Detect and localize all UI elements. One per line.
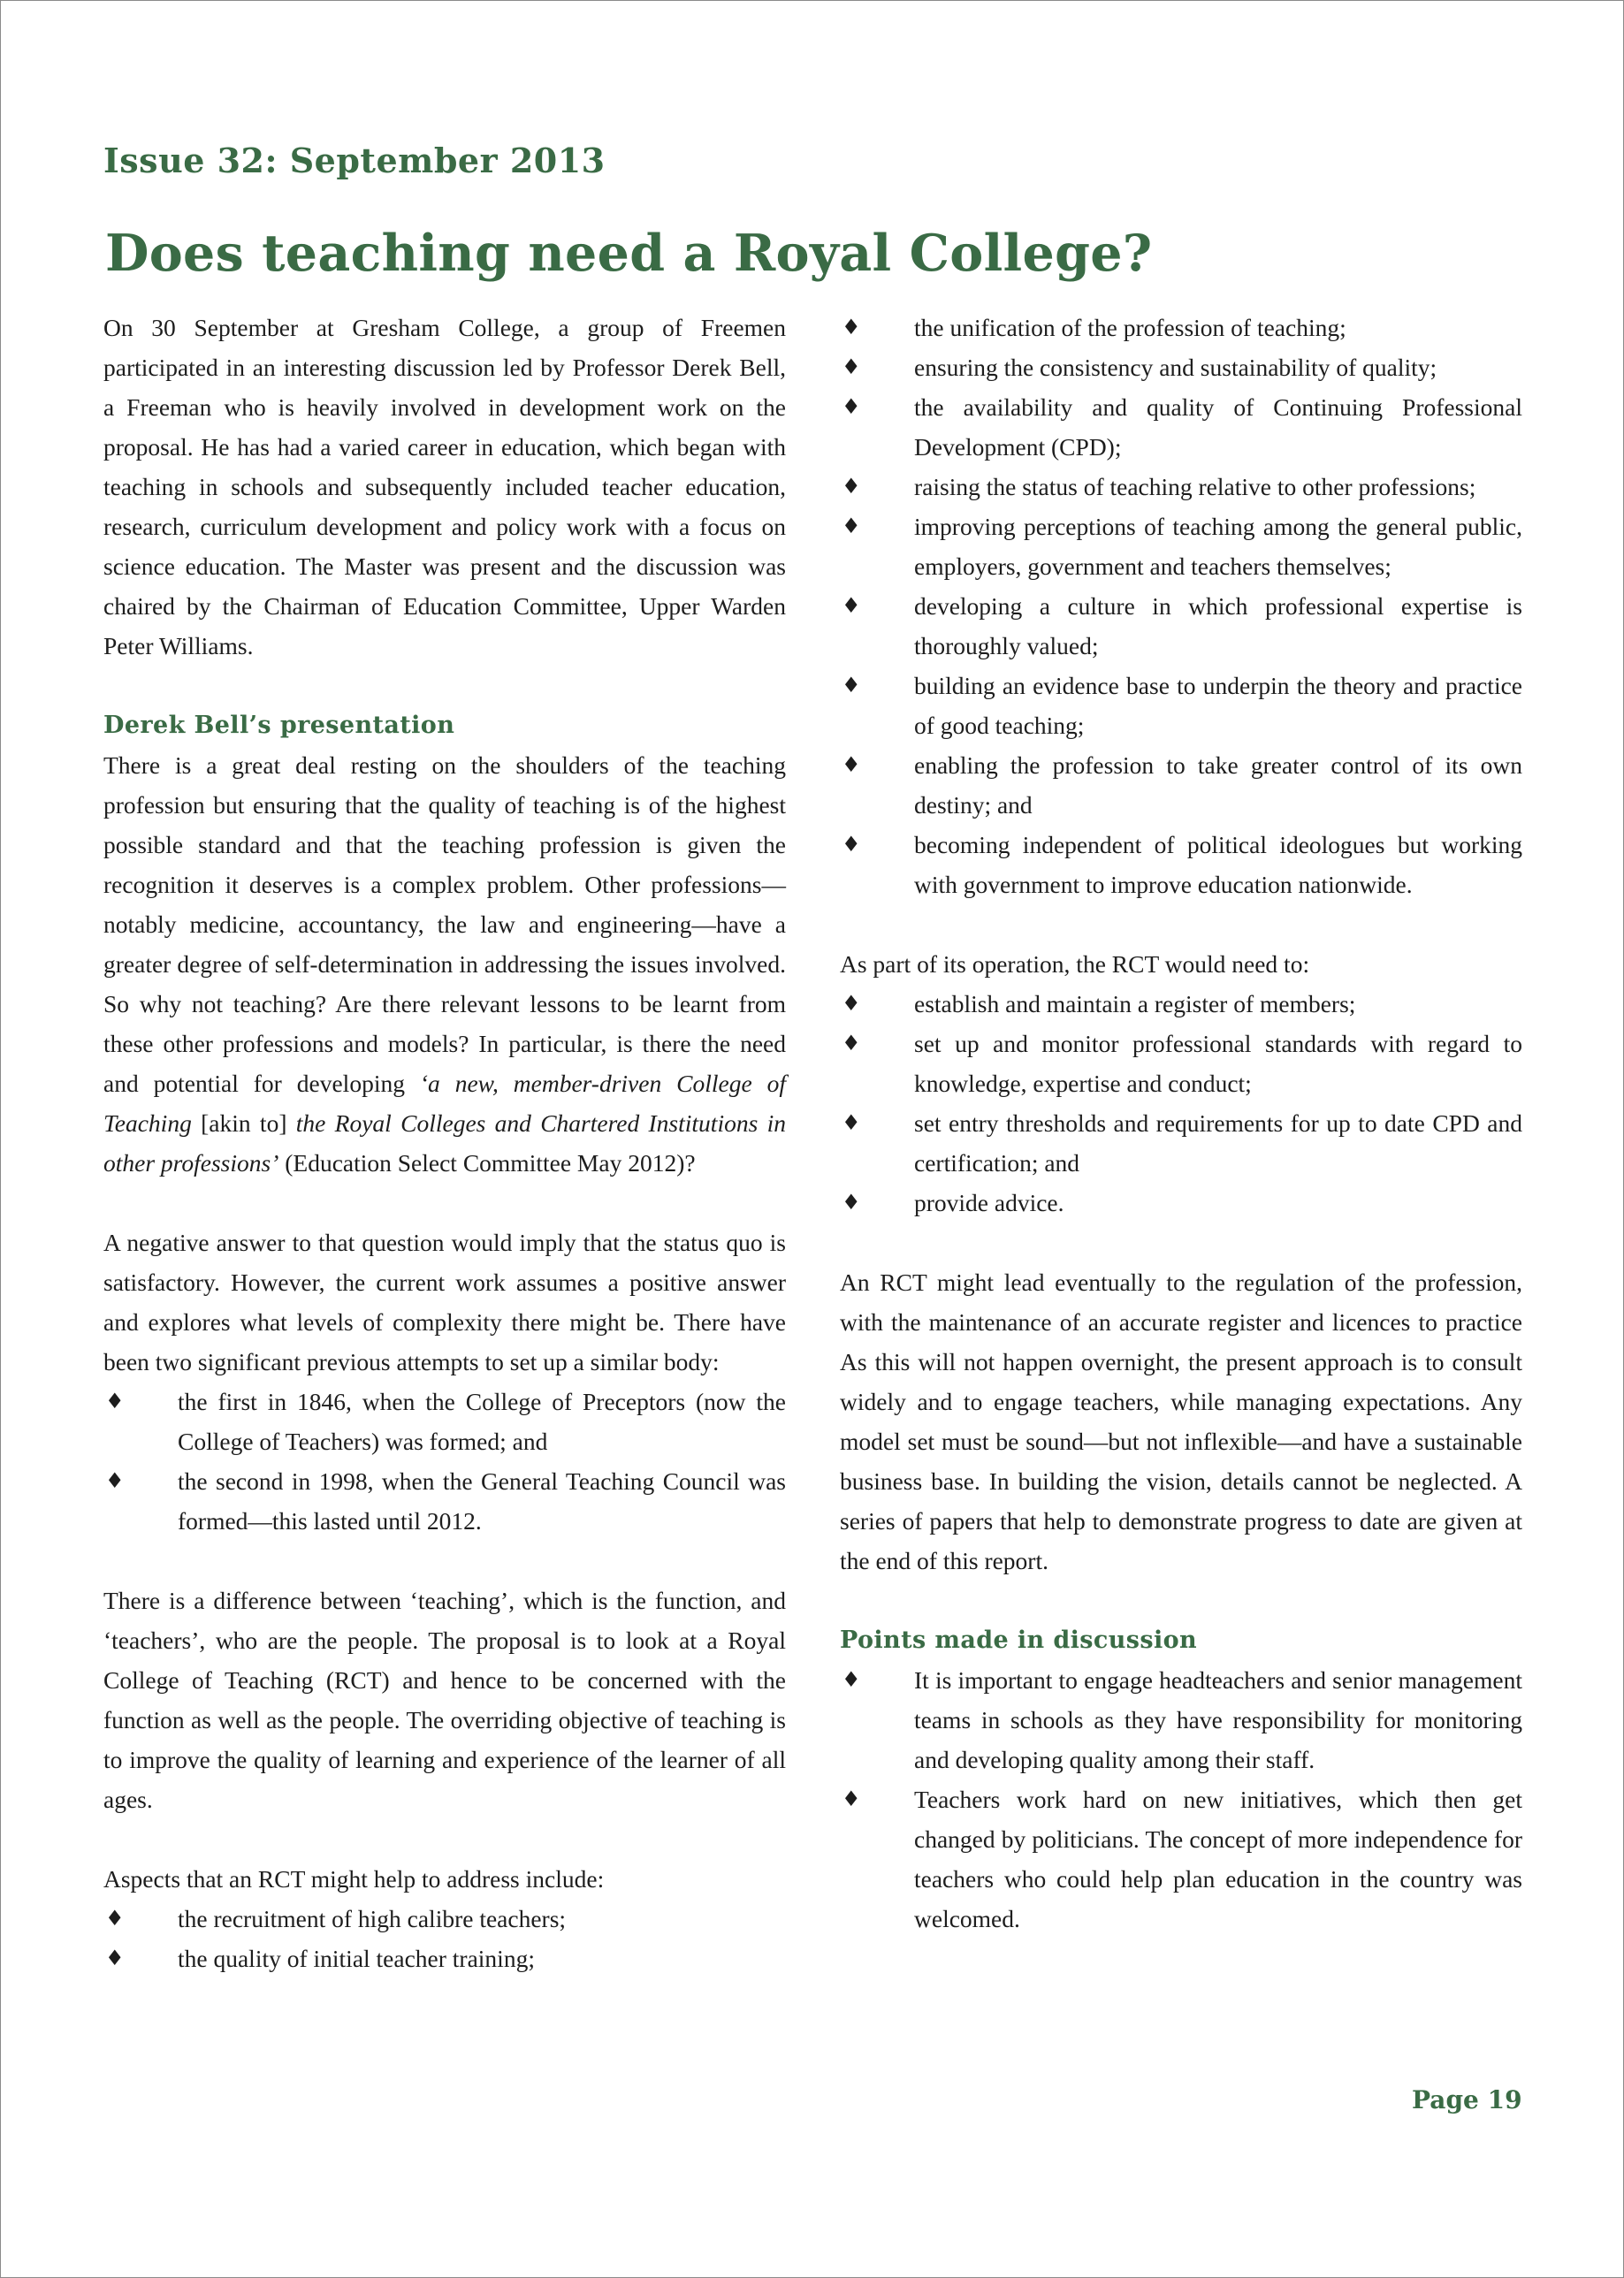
list-item: ♦ the second in 1998, when the General Teaching Council was formed—this lasted until 2012. (103, 1461, 786, 1541)
diamond-bullet-icon: ♦ (105, 1468, 125, 1493)
diamond-bullet-icon: ♦ (842, 752, 861, 777)
list-item: ♦ set up and monitor professional standards with regard to knowledge, expertise and conduct; (840, 1024, 1522, 1103)
intro-paragraph: On 30 September at Gresham College, a group of Freemen participated in an interesting discussion led by Professor Derek Bell, a Freeman who is heavily involved in development work on the proposal. He has had a varied career in education, which began with teaching in schools and subsequently included teacher education, research, curriculum development and policy work with a focus on science education. The Master was present and the discussion was chaired by the Chairman of Education Committee, Upper Warden Peter Williams. (103, 314, 786, 659)
list-item: ♦ the availability and quality of Continuing Professional Development (CPD); (840, 387, 1522, 467)
right-column (840, 308, 1522, 1939)
section-heading-discussion: Points made in discussion (840, 1627, 1198, 1654)
diamond-bullet-icon: ♦ (842, 514, 861, 538)
list-item: ♦ the unification of the profession of teaching; (840, 308, 1522, 347)
diamond-bullet-icon: ♦ (842, 593, 861, 618)
diamond-bullet-icon: ♦ (842, 1667, 861, 1692)
page-number: Page 19 (1412, 2085, 1522, 2114)
list-item: ♦ It is important to engage headteachers and senior management teams in schools as they have responsibility for monitoring and developing quality among their staff. (840, 1660, 1522, 1779)
quote-royal-colleges: the Royal Colleges and Chartered Institutions in other professions’ (103, 1109, 786, 1177)
list-item: ♦ set entry thresholds and requirements for up to date CPD and certification; and (840, 1103, 1522, 1183)
diamond-bullet-icon: ♦ (842, 354, 861, 379)
diamond-bullet-icon: ♦ (842, 1031, 861, 1055)
list-item: ♦ developing a culture in which professional expertise is thoroughly valued; (840, 586, 1522, 666)
presentation-paragraph: There is a great deal resting on the shoulders of the teaching profession but ensuring that the quality of teaching is of the highest possible standard and that the teaching profession is given the recognition it deserves is a complex problem. Other professions—notably medicine, accountancy, the law and engineering—have a greater degree of self-determination in addressing the issues involved. So why not teaching? Are there relevant lessons to be learnt from these other professions and models? In particular, is there the need and potential for developing ‘a new, member-driven College of Teaching [akin to] the Royal Colleges and Chartered Institutions in other professions’ (Education Select Committee May 2012)? (103, 751, 786, 1177)
diamond-bullet-icon: ♦ (105, 1946, 125, 1970)
aspects-list-continued (840, 308, 1522, 904)
quote-college: ‘a new, member-driven College of Teaching (103, 1070, 786, 1137)
list-item: ♦ ensuring the consistency and sustainability of quality; (840, 347, 1522, 387)
aspects-intro: Aspects that an RCT might help to address include: (103, 1865, 605, 1893)
list-item: ♦ establish and maintain a register of members; (840, 984, 1522, 1024)
list-item: ♦ improving perceptions of teaching among the general public, employers, government and teachers themselves; (840, 507, 1522, 586)
diamond-bullet-icon: ♦ (842, 673, 861, 697)
list-item: ♦ provide advice. (840, 1183, 1522, 1223)
diamond-bullet-icon: ♦ (105, 1906, 125, 1931)
list-item: ♦ the first in 1846, when the College of Preceptors (now the College of Teachers) was formed; and (103, 1382, 786, 1461)
list-item: ♦ raising the status of teaching relative to other professions; (840, 467, 1522, 507)
diamond-bullet-icon: ♦ (842, 1110, 861, 1135)
diamond-bullet-icon: ♦ (842, 1787, 861, 1811)
operation-list (840, 984, 1522, 1223)
previous-attempts-list (103, 1382, 786, 1541)
list-item: ♦ the recruitment of high calibre teachers; (103, 1899, 786, 1939)
diamond-bullet-icon: ♦ (842, 991, 861, 1016)
aspects-list (103, 1899, 786, 1978)
list-item: ♦ Teachers work hard on new initiatives, which then get changed by politicians. The concept of more independence for teachers who could help plan education in the country was welcomed. (840, 1779, 1522, 1939)
section-heading-presentation: Derek Bell’s presentation (103, 712, 455, 739)
diamond-bullet-icon: ♦ (842, 315, 861, 339)
issue-label: Issue 32: September 2013 (103, 141, 606, 180)
left-column (103, 308, 786, 1978)
diamond-bullet-icon: ♦ (842, 1190, 861, 1215)
diamond-bullet-icon: ♦ (842, 474, 861, 499)
list-item: ♦ becoming independent of political ideologues but working with government to improve education nationwide. (840, 825, 1522, 904)
article-title: Does teaching need a Royal College? (105, 224, 1153, 283)
diamond-bullet-icon: ♦ (105, 1389, 125, 1413)
operation-intro: As part of its operation, the RCT would need to: (840, 950, 1310, 978)
difference-paragraph: There is a difference between ‘teaching’, which is the function, and ‘teachers’, who are the people. The proposal is to look at a Royal College of Teaching (RCT) and hence to be concerned with the function as well as the people. The overriding objective of teaching is to improve the quality of learning and experience of the learner of all ages. (103, 1587, 786, 1813)
diamond-bullet-icon: ♦ (842, 394, 861, 419)
list-item: ♦ building an evidence base to underpin the theory and practice of good teaching; (840, 666, 1522, 745)
diamond-bullet-icon: ♦ (842, 832, 861, 857)
regulation-paragraph: An RCT might lead eventually to the regulation of the profession, with the maintenance of an accurate register and licences to practice As this will not happen overnight, the present approach is to consult widely and to engage teachers, while managing expectations. Any model set must be sound—but not inflexible—and have a sustainable business base. In building the vision, details cannot be neglected. A series of papers that help to demonstrate progress to date are given at the end of this report. (840, 1269, 1522, 1574)
list-item: ♦ the quality of initial teacher training; (103, 1939, 786, 1978)
negative-answer-paragraph: A negative answer to that question would imply that the status quo is satisfactory. However, the current work assumes a positive answer and explores what levels of complexity there might be. There have been two significant previous attempts to set up a similar body: (103, 1229, 786, 1375)
list-item: ♦ enabling the profession to take greater control of its own destiny; and (840, 745, 1522, 825)
discussion-points-list (840, 1660, 1522, 1939)
